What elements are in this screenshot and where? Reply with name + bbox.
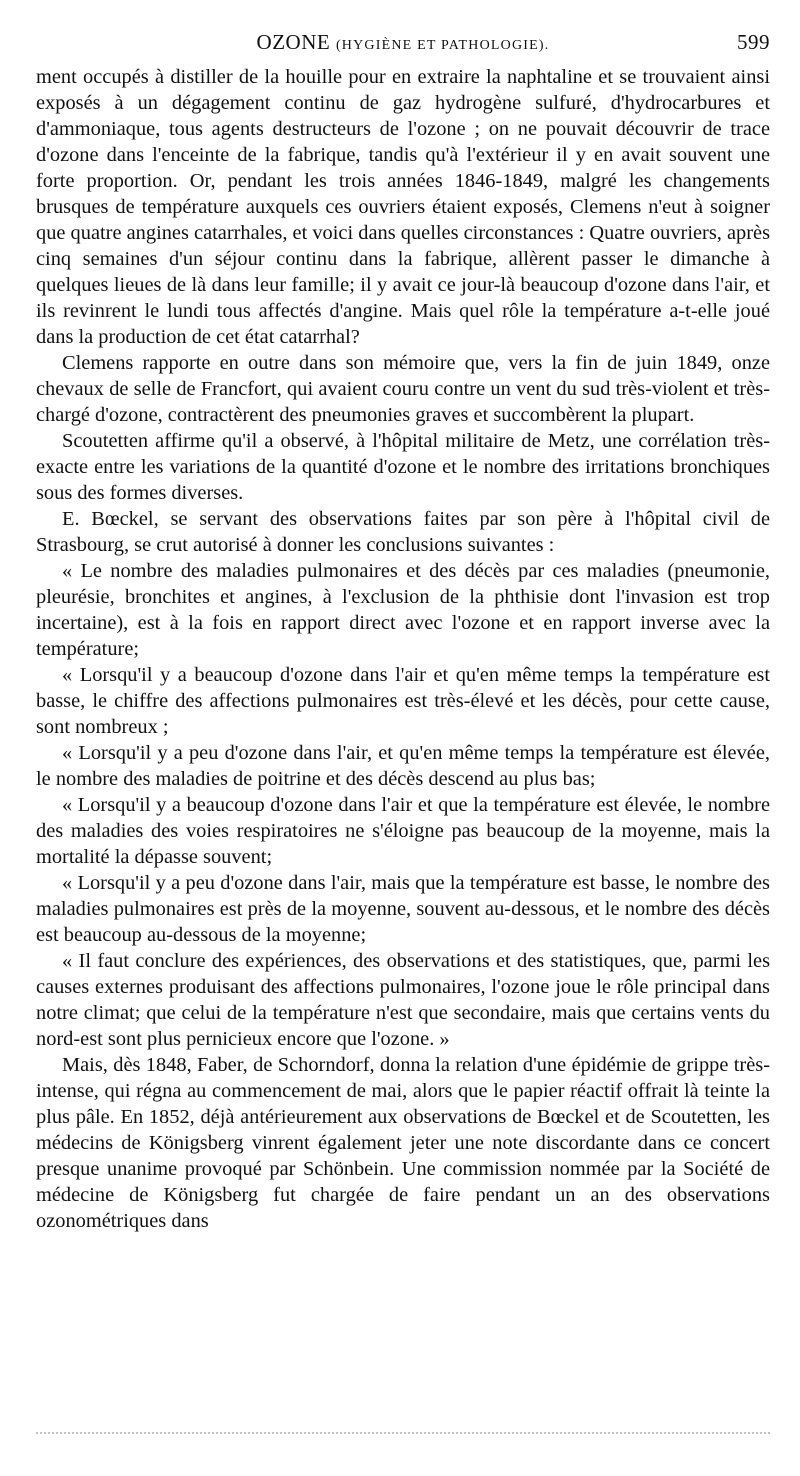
quote-conclusion-3: « Lorsqu'il y a peu d'ozone dans l'air, et qu'en même temps la température est élevée, le nombre des maladies de poitrine et des décès descend au plus bas; bbox=[36, 742, 770, 790]
paragraph-continued: ment occupés à distiller de la houille pour en extraire la naphtaline et se trouvaient ainsi exposés à un dégagement continu de gaz hydrogène sulfuré, d'hydrocarbures et d'ammoniaque, tous agents destructeurs de l'ozone ; on ne pouvait découvrir de trace d'ozone dans l'enceinte de la fabrique, tandis qu'à l'extérieur il y en avait souvent une forte proportion. Or, pendant les trois années 1846-1849, malgré les changements brusques de température auxquels ces ouvriers étaient exposés, Clemens n'eut à soigner que quatre angines catarrhales, et voici dans quelles circonstances : Quatre ouvriers, après cinq semaines d'un séjour continu dans la fabrique, allèrent passer le dimanche à quelques lieues de là dans leur famille; il y avait ce jour-là beaucoup d'ozone dans l'air, et ils revinrent le lundi tous affectés d'angine. Mais quel rôle la température a-t-elle joué dans la production de cet état catarrhal? bbox=[36, 66, 770, 348]
quote-conclusion-6: « Il faut conclure des expériences, des observations et des statistiques, que, parmi les causes externes produisant des affections pulmonaires, l'ozone joue le rôle principal dans notre climat; que celui de la température n'est que secondaire, mais que certains vents du nord-est sont plus pernicieux encore que l'ozone. » bbox=[36, 950, 770, 1050]
page-number: 599 bbox=[737, 30, 770, 54]
running-title bbox=[36, 30, 770, 55]
quote-conclusion-1: « Le nombre des maladies pulmonaires et des décès par ces maladies (pneumonie, pleurésie, bronchites et angines, à l'exclusion de la phthisie dont l'invasion est trop incertaine), est à la fois en rapport direct avec l'ozone et en rapport inverse avec la température; bbox=[36, 560, 770, 660]
running-title-main: OZONE bbox=[256, 30, 331, 54]
quote-conclusion-5: « Lorsqu'il y a peu d'ozone dans l'air, mais que la température est basse, le nombre des maladies pulmonaires est près de la moyenne, souvent au-dessous, et le nombre des décès est beaucoup au-dessous de la moyenne; bbox=[36, 872, 770, 946]
paragraph-clemens: Clemens rapporte en outre dans son mémoire que, vers la fin de juin 1849, onze chevaux de selle de Francfort, qui avaient couru contre un vent du sud très-violent et très-chargé d'ozone, contractèrent des pneumonies graves et succombèrent la plupart. bbox=[36, 352, 770, 426]
running-title-subtitle: (HYGIÈNE ET PATHOLOGIE). bbox=[335, 38, 550, 53]
paragraph-boeckel: E. Bœckel, se servant des observations faites par son père à l'hôpital civil de Strasbourg, se crut autorisé à donner les conclusions suivantes : bbox=[36, 508, 770, 556]
page bbox=[36, 28, 770, 1234]
quote-conclusion-4: « Lorsqu'il y a beaucoup d'ozone dans l'air et que la température est élevée, le nombre des maladies des voies respiratoires ne s'éloigne pas beaucoup de la moyenne, mais la mortalité la dépasse souvent; bbox=[36, 794, 770, 868]
body-text bbox=[36, 64, 770, 1234]
quote-conclusion-2: « Lorsqu'il y a beaucoup d'ozone dans l'air et qu'en même temps la température est basse, le chiffre des affections pulmonaires est très-élevé et les décès, pour cette cause, sont nombreux ; bbox=[36, 664, 770, 738]
paragraph-scoutetten: Scoutetten affirme qu'il a observé, à l'hôpital militaire de Metz, une corrélation très-exacte entre les variations de la quantité d'ozone et le nombre des irritations bronchiques sous des formes diverses. bbox=[36, 430, 770, 504]
paragraph-faber: Mais, dès 1848, Faber, de Schorndorf, donna la relation d'une épidémie de grippe très-intense, qui régna au commencement de mai, alors que le papier réactif offrait là teinte la plus pâle. En 1852, déjà antérieurement aux observations de Bœckel et de Scoutetten, les médecins de Königsberg vinrent également jeter une note discordante dans ce concert presque unanime provoqué par Schönbein. Une commission nommée par la Société de médecine de Königsberg fut chargée de faire pendant un an des observations ozonométriques dans bbox=[36, 1054, 770, 1232]
scan-artifact-dots bbox=[36, 1432, 770, 1444]
running-head bbox=[36, 28, 770, 60]
